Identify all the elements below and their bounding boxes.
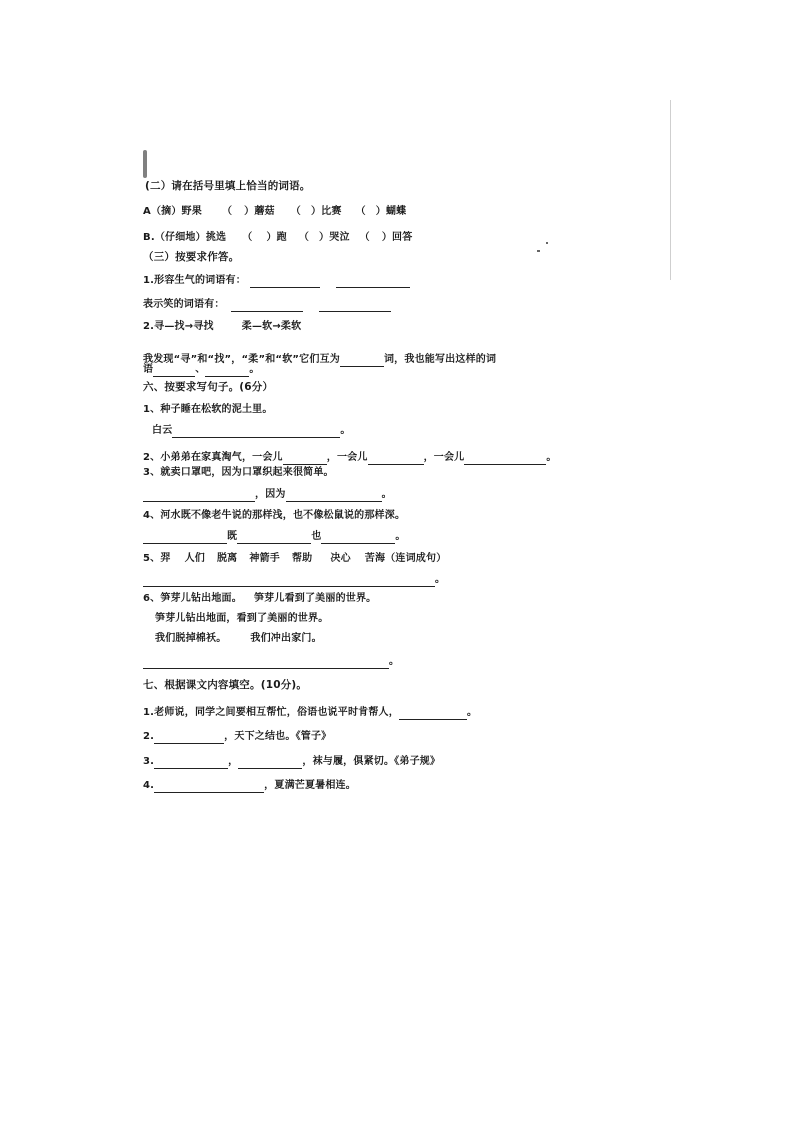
s7-q2: 2. ，天下之结也。《管子》 [143, 731, 332, 742]
s6-q6-answer: 。 [143, 655, 399, 669]
s6-q3b: ，因为 。 [143, 488, 392, 502]
s3-q1a: 1.形容生气的词语有： [143, 274, 410, 288]
s2-line-a: A（摘）野果 （ ）蘑菇 （ ）比赛 （ ）蝴蝶 [143, 206, 407, 217]
section-2-title: (二）请在括号里填上恰当的词语。 [145, 180, 311, 192]
answer-blank[interactable] [153, 365, 195, 377]
s6-q4: 4、河水既不像老牛说的那样浅，也不像松鼠说的那样深。 [143, 510, 406, 521]
answer-blank[interactable] [283, 453, 327, 465]
s3-q2e: 语 、 。 [143, 364, 260, 375]
s6-q6c: 笋芽儿钻出地面，看到了美丽的世界。 [155, 613, 329, 624]
s7-q1: 1.老师说，同学之间要相互帮忙，俗语也说平时肯帮人， 。 [143, 707, 478, 718]
s6-q5: 5、羿 人们 脱离 神箭手 帮助 决心 苦海（连词成句） [143, 553, 447, 564]
answer-blank[interactable] [238, 757, 302, 769]
s7-q4: 4. ，夏满芒夏暑相连。 [143, 780, 356, 791]
s6-q4b: 既 也 。 [143, 530, 406, 544]
answer-blank[interactable] [286, 490, 382, 502]
section-7-title: 七、根据课文内容填空。(10分)。 [143, 679, 308, 691]
answer-blank[interactable] [172, 426, 340, 438]
answer-blank[interactable] [143, 490, 255, 502]
answer-blank[interactable] [464, 453, 546, 465]
answer-blank[interactable] [250, 276, 320, 288]
answer-blank[interactable] [399, 708, 467, 720]
scan-edge-line [670, 100, 671, 280]
answer-blank[interactable] [321, 532, 395, 544]
s6-q6: 6、笋芽儿钻出地面。 笋芽儿看到了美丽的世界。 [143, 593, 377, 604]
answer-blank[interactable] [231, 300, 303, 312]
answer-blank[interactable] [340, 355, 384, 367]
answer-blank[interactable] [154, 757, 228, 769]
scan-smudge [143, 150, 147, 178]
s7-q3: 3. ， ，袜与履，俱紧切。《弟子规》 [143, 756, 441, 767]
s6-q1b: 白云 。 [152, 425, 351, 436]
answer-blank[interactable] [336, 276, 410, 288]
section-6-title: 六、按要求写句子。(6分） [143, 381, 274, 393]
s6-q6d: 我们脱掉棉袄。 我们冲出家门。 [155, 633, 322, 644]
answer-blank[interactable] [319, 300, 391, 312]
answer-blank[interactable] [154, 781, 264, 793]
answer-blank[interactable] [205, 365, 249, 377]
s6-q2: 2、小弟弟在家真淘气，一会儿 ，一会儿 ，一会儿 。 [143, 452, 557, 463]
s2-line-b: B.（仔细地）挑选 （ ）跑 （ ）哭泣 （ ）回答 [143, 232, 413, 243]
s6-q1: 1、种子睡在松软的泥土里。 [143, 404, 273, 415]
answer-blank[interactable] [143, 532, 227, 544]
answer-blank[interactable] [237, 532, 311, 544]
scan-speck [546, 242, 548, 244]
s3-q2: 2.寻—找→寻找 柔—软→柔软 [143, 321, 302, 332]
answer-blank[interactable] [154, 732, 224, 744]
section-3-title: （三）按要求作答。 [143, 251, 240, 263]
answer-blank[interactable] [368, 453, 424, 465]
answer-blank[interactable] [143, 575, 435, 587]
s3-q1b: 表示笑的词语有： [143, 298, 391, 312]
s3-q2c: 我发现“寻”和“找”，“柔”和“软”它们互为 词，我也能写出这样的词 [143, 354, 497, 365]
s6-q5-answer: 。 [143, 573, 445, 587]
s6-q3: 3、就卖口罩吧，因为口罩织起来很简单。 [143, 467, 334, 478]
scan-speck [537, 250, 540, 252]
answer-blank[interactable] [143, 657, 389, 669]
